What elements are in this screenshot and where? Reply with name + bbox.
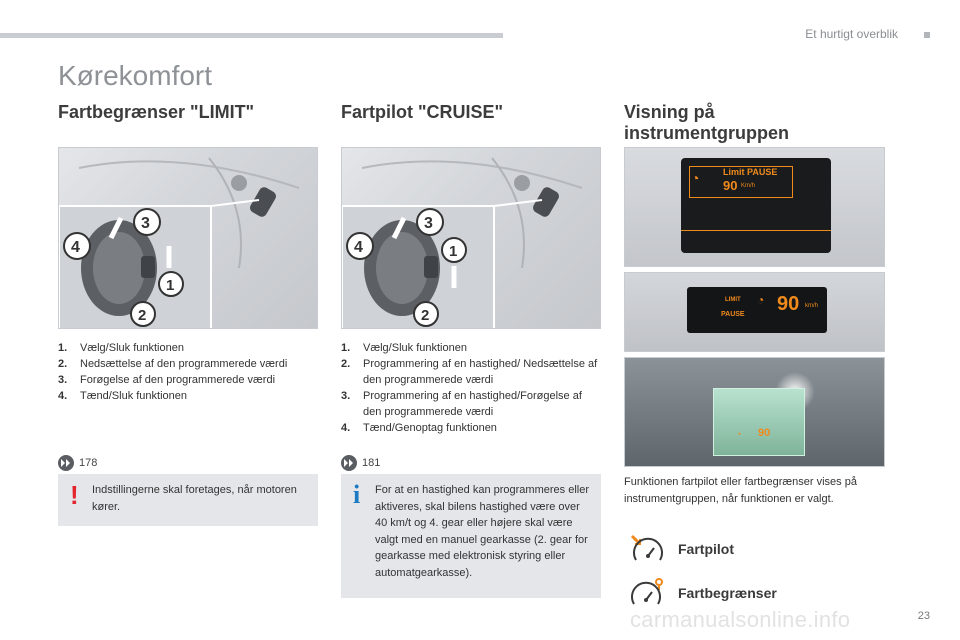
display2-unit: km/h <box>805 303 819 309</box>
item-text: Programmering af en hastighed/ Nedsættelse af den programmerede værdi <box>363 358 598 386</box>
limit-stalk-illustration <box>59 148 318 329</box>
speed-limiter-icon-2: ◔ <box>757 293 765 307</box>
item-number: 2. <box>341 358 351 370</box>
list-item <box>341 356 603 388</box>
page-ref-181[interactable] <box>341 455 380 471</box>
svg-text:4: 4 <box>71 239 80 256</box>
item-number: 4. <box>58 390 68 402</box>
display3-speed: 90 <box>758 427 771 439</box>
svg-text:1: 1 <box>449 243 458 260</box>
head-up-display <box>713 388 805 456</box>
cruise-stalk-photo <box>341 147 601 329</box>
section-square-icon <box>924 32 930 38</box>
legend-limiter <box>630 578 777 608</box>
list-item <box>341 340 603 356</box>
info-note <box>341 474 601 598</box>
lcd-screen-1 <box>681 158 831 253</box>
display2-state: PAUSE <box>721 311 745 318</box>
display1-speed: 90 <box>723 178 738 193</box>
list-item <box>58 356 320 372</box>
item-text: Tænd/Sluk funktionen <box>80 390 188 402</box>
item-number: 1. <box>58 342 68 354</box>
item-number: 3. <box>341 390 351 402</box>
item-text: Tænd/Genoptag funktionen <box>363 422 497 434</box>
item-text: Programmering af en hastighed/Forøgelse af den programmerede værdi <box>363 390 582 418</box>
warning-note <box>58 474 318 526</box>
page-title: Kørekomfort <box>58 60 213 91</box>
warning-text: Indstillingerne skal foretages, når motoren kører. <box>92 484 297 513</box>
legend-limiter-label: Fartbegrænser <box>678 585 777 601</box>
lcd-divider <box>681 230 831 231</box>
item-text: Vælg/Sluk funktionen <box>80 342 184 354</box>
list-item <box>341 388 603 420</box>
col2-list <box>341 340 603 436</box>
info-icon: i <box>353 480 361 509</box>
watermark: carmanualsonline.info <box>630 607 851 632</box>
item-number: 4. <box>341 422 351 434</box>
display-photo-1 <box>624 147 885 267</box>
speed-limiter-legend-icon <box>630 578 664 608</box>
item-text: Forøgelse af den programmerede værdi <box>80 374 276 386</box>
display1-status: Limit PAUSE <box>723 167 778 177</box>
col1-list <box>58 340 320 404</box>
limit-stalk-photo <box>58 147 318 329</box>
col3-heading: Visning på instrumentgruppen <box>624 102 789 143</box>
col1-heading: Fartbegrænser "LIMIT" <box>58 102 255 122</box>
legend-cruise-label: Fartpilot <box>678 541 734 557</box>
list-item <box>341 420 603 436</box>
svg-text:1: 1 <box>166 277 175 294</box>
page-number: 23 <box>917 610 930 622</box>
lcd-screen-2 <box>687 287 827 333</box>
display1-unit: Km/h <box>741 183 756 189</box>
item-number: 1. <box>341 342 351 354</box>
ref-page-number: 178 <box>79 457 98 469</box>
svg-text:2: 2 <box>421 307 430 324</box>
list-item <box>58 340 320 356</box>
cruise-control-icon <box>630 534 664 564</box>
ref-page-number: 181 <box>362 457 381 469</box>
info-text: For at en hastighed kan programmeres eller aktiveres, skal bilens hastighed være over 40 km/t og 4. gear eller højere skal være valgt med en manuel gearkasse (2. gear for gearkasse med elektronisk styring eller automatgearkasse). <box>375 484 589 579</box>
svg-text:3: 3 <box>141 215 150 232</box>
svg-text:3: 3 <box>424 215 433 232</box>
warning-icon: ! <box>70 480 79 510</box>
hud-icon: ◔ <box>736 429 742 439</box>
double-chevron-icon <box>341 455 357 471</box>
cruise-stalk-illustration <box>342 148 601 329</box>
display-photo-3 <box>624 357 885 467</box>
display-photo-2 <box>624 272 885 352</box>
section-header <box>805 27 930 41</box>
item-text: Nedsættelse af den programmerede værdi <box>80 358 288 370</box>
speed-limiter-icon: ◔ <box>691 170 700 186</box>
col2-heading: Fartpilot "CRUISE" <box>341 102 504 122</box>
item-text: Vælg/Sluk funktionen <box>363 342 467 354</box>
svg-text:2: 2 <box>138 307 147 324</box>
double-chevron-icon <box>58 455 74 471</box>
header-rule <box>0 33 503 38</box>
display-caption: Funktionen fartpilot eller fartbegrænser vises på instrumentgruppen, når funktionen er valgt. <box>624 476 857 505</box>
legend-cruise <box>630 534 734 564</box>
item-number: 3. <box>58 374 68 386</box>
section-title: Et hurtigt overblik <box>805 27 898 41</box>
display2-speed: 90 <box>777 293 800 315</box>
display2-mode: LIMIT <box>725 297 741 303</box>
svg-text:4: 4 <box>354 239 363 256</box>
page-ref-178[interactable] <box>58 455 97 471</box>
item-number: 2. <box>58 358 68 370</box>
list-item <box>58 388 320 404</box>
list-item <box>58 372 320 388</box>
